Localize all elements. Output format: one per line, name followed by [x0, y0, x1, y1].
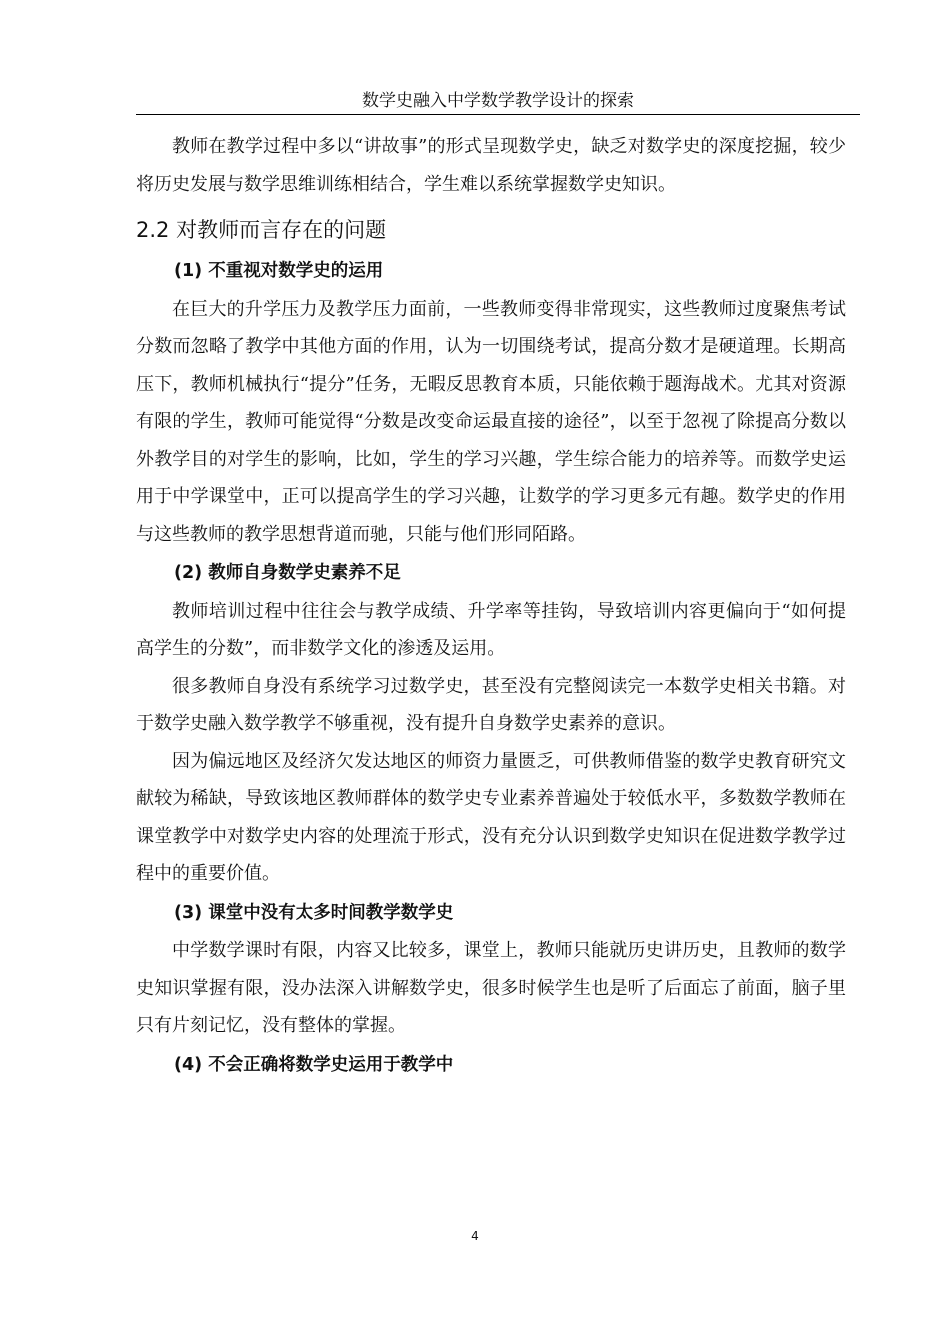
item-heading: (3) 课堂中没有太多时间教学数学史 — [174, 902, 454, 923]
page-header: 数学史融入中学数学教学设计的探索 — [362, 91, 634, 111]
page-number: 4 — [471, 1229, 479, 1243]
item-4 — [136, 1047, 846, 1085]
document-body — [136, 128, 846, 1084]
item-1 — [136, 253, 846, 553]
item-paragraph: 因为偏远地区及经济欠发达地区的师资力量匮乏，可供教师借鉴的数学史教育研究文献较为稀缺，导致该地区教师群体的数学史专业素养普遍处于较低水平，多数数学教师在课堂教学中对数学史内容的处理流于形式，没有充分认识到数学史知识在促进数学教学过程中的重要价值。 — [136, 750, 846, 884]
item-paragraph: 中学数学课时有限，内容又比较多，课堂上，教师只能就历史讲历史，且教师的数学史知识掌握有限，没办法深入讲解数学史，很多时候学生也是听了后面忘了前面，脑子里只有片刻记忆，没有整体的掌握。 — [136, 940, 846, 1036]
item-heading: (4) 不会正确将数学史运用于教学中 — [174, 1054, 454, 1075]
item-paragraph: 在巨大的升学压力及教学压力面前，一些教师变得非常现实，这些教师过度聚焦考试分数而忽略了教学中其他方面的作用，认为一切围绕考试，提高分数才是硬道理。长期高压下，教师机械执行“提分”任务，无暇反思教育本质，只能依赖于题海战术。尤其对资源有限的学生，教师可能觉得“分数是改变命运最直接的途径”，以至于忽视了除提高分数以外教学目的对学生的影响，比如，学生的学习兴趣，学生综合能力的培养等。而数学史运用于中学课堂中，正可以提高学生的学习兴趣，让数学的学习更多元有趣。数学史的作用与这些教师的教学思想背道而驰，只能与他们形同陌路。 — [136, 298, 846, 545]
item-paragraph: 教师培训过程中往往会与教学成绩、升学率等挂钩，导致培训内容更偏向于“如何提高学生的分数”，而非数学文化的渗透及运用。 — [136, 600, 846, 659]
item-paragraph: 很多教师自身没有系统学习过数学史，甚至没有完整阅读完一本数学史相关书籍。对于数学史融入数学教学不够重视，没有提升自身数学史素养的意识。 — [136, 675, 846, 734]
header-divider — [136, 114, 860, 115]
item-3 — [136, 895, 846, 1045]
section-heading: 2.2 对教师而言存在的问题 — [136, 218, 387, 242]
intro-paragraph: 教师在教学过程中多以“讲故事”的形式呈现数学史，缺乏对数学史的深度挖掘，较少将历史发展与数学思维训练相结合，学生难以系统掌握数学史知识。 — [136, 136, 846, 195]
item-2 — [136, 555, 846, 893]
item-heading: (2) 教师自身数学史素养不足 — [174, 563, 401, 583]
item-heading: (1) 不重视对数学史的运用 — [174, 261, 384, 281]
